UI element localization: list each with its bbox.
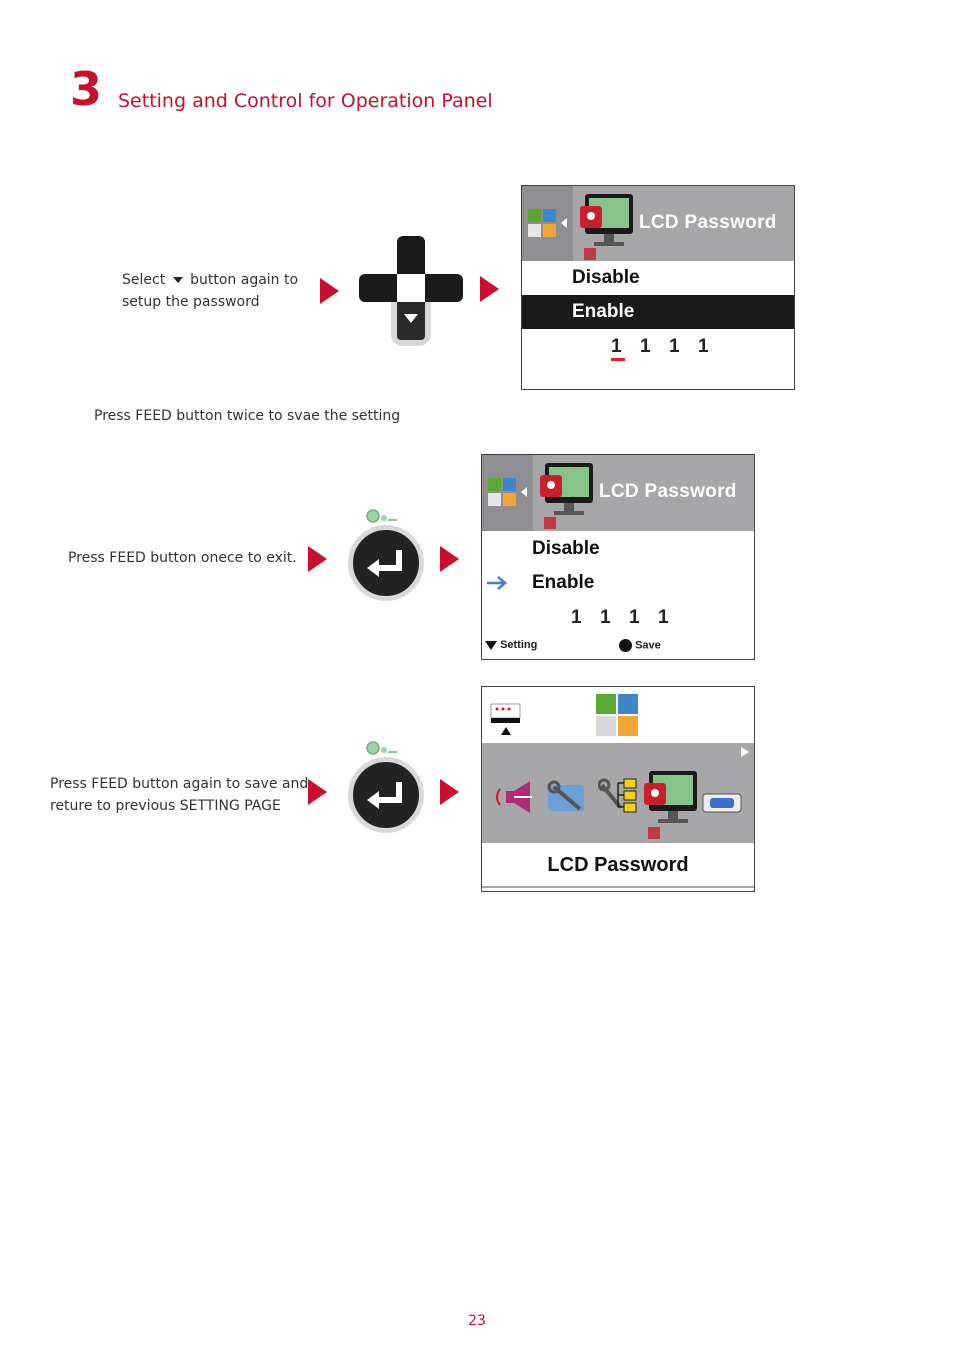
speaker-icon: [492, 777, 538, 817]
password-digits: [571, 607, 687, 629]
lcd-header: [482, 455, 754, 531]
feed-twice-note: Press FEED button twice to svae the setting: [94, 408, 401, 424]
chapter-title: Setting and Control for Operation Panel: [118, 90, 493, 112]
step1-caption: [122, 269, 312, 313]
enter-arrow-icon: [353, 762, 419, 828]
option-enable-label: Enable: [572, 301, 635, 322]
step1-caption-select: Select: [122, 272, 166, 288]
lcd-header: [522, 186, 794, 261]
footer-save: [619, 639, 661, 652]
category-icons-icon: [595, 693, 641, 737]
footer-setting-label: Setting: [500, 639, 538, 651]
chapter-number: 3: [70, 62, 103, 116]
selected-menu-label: LCD Password: [547, 854, 689, 876]
lcd-bottom-rule: [482, 886, 754, 888]
flow-arrow-icon: [308, 546, 327, 572]
password-digit-4: 1: [658, 607, 669, 628]
step3-caption: [50, 773, 310, 817]
option-disable-label: Disable: [572, 267, 640, 288]
menu-icon-strip: [482, 743, 754, 843]
step3-caption-line2: reture to previous SETTING PAGE: [50, 798, 281, 814]
flow-arrow-icon: [320, 278, 339, 304]
lcd-screen-1: [521, 185, 795, 390]
flow-arrow-icon: [480, 276, 499, 302]
flow-arrow-icon: [308, 779, 327, 805]
lcd-screen-2: [481, 454, 755, 660]
lcd-title: LCD Password: [639, 212, 777, 233]
password-digit-4: 1: [698, 336, 709, 357]
page-number: 23: [468, 1313, 486, 1329]
label-printer-icon: [490, 703, 522, 737]
password-digit-3: 1: [669, 336, 680, 357]
printer-tools-icon: [546, 779, 588, 815]
password-digit-3: 1: [629, 607, 640, 628]
enter-arrow-icon: [353, 530, 419, 596]
option-disable: [482, 532, 754, 566]
dpad-down-button-icon: [357, 234, 465, 348]
option-disable: [522, 261, 794, 295]
monitor-lock-icon: [540, 461, 596, 529]
scroll-right-icon: [740, 746, 750, 758]
option-enable: [482, 566, 754, 600]
option-enable-selected: [522, 295, 794, 329]
network-tools-icon: [598, 777, 640, 813]
feed-button-icon: [348, 525, 424, 601]
step3-caption-line1: Press FEED button again to save and: [50, 776, 309, 792]
password-digit-1: 1: [571, 607, 582, 628]
step2-caption: Press FEED button onece to exit.: [68, 550, 297, 566]
lcd-title: LCD Password: [599, 481, 737, 502]
serial-port-icon: [702, 793, 742, 813]
down-arrow-icon: [173, 277, 183, 283]
flow-arrow-icon: [440, 546, 459, 572]
step1-caption-line2: setup the password: [122, 294, 260, 310]
enter-small-icon: [619, 639, 632, 652]
password-digit-2: 1: [640, 336, 651, 357]
password-digit-2: 1: [600, 607, 611, 628]
triangle-down-icon: [485, 641, 497, 650]
feed-button-icon: [348, 757, 424, 833]
option-enable-label: Enable: [532, 572, 595, 593]
flow-arrow-icon: [440, 779, 459, 805]
option-disable-label: Disable: [532, 538, 600, 559]
feed-indicator-icon: [364, 507, 400, 527]
category-icons-icon: [527, 208, 571, 240]
monitor-lock-icon: [644, 769, 700, 839]
step1-caption-again: button again to: [190, 272, 299, 288]
monitor-lock-icon: [580, 192, 636, 260]
pointer-arrow-icon: [486, 575, 508, 591]
lcd-screen-3: [481, 686, 755, 892]
footer-save-label: Save: [635, 639, 661, 652]
password-digit-1: 1: [611, 336, 625, 361]
category-icons-icon: [487, 477, 531, 509]
password-digits: [611, 336, 727, 361]
feed-indicator-icon: [364, 739, 400, 759]
footer-setting: [485, 639, 537, 651]
